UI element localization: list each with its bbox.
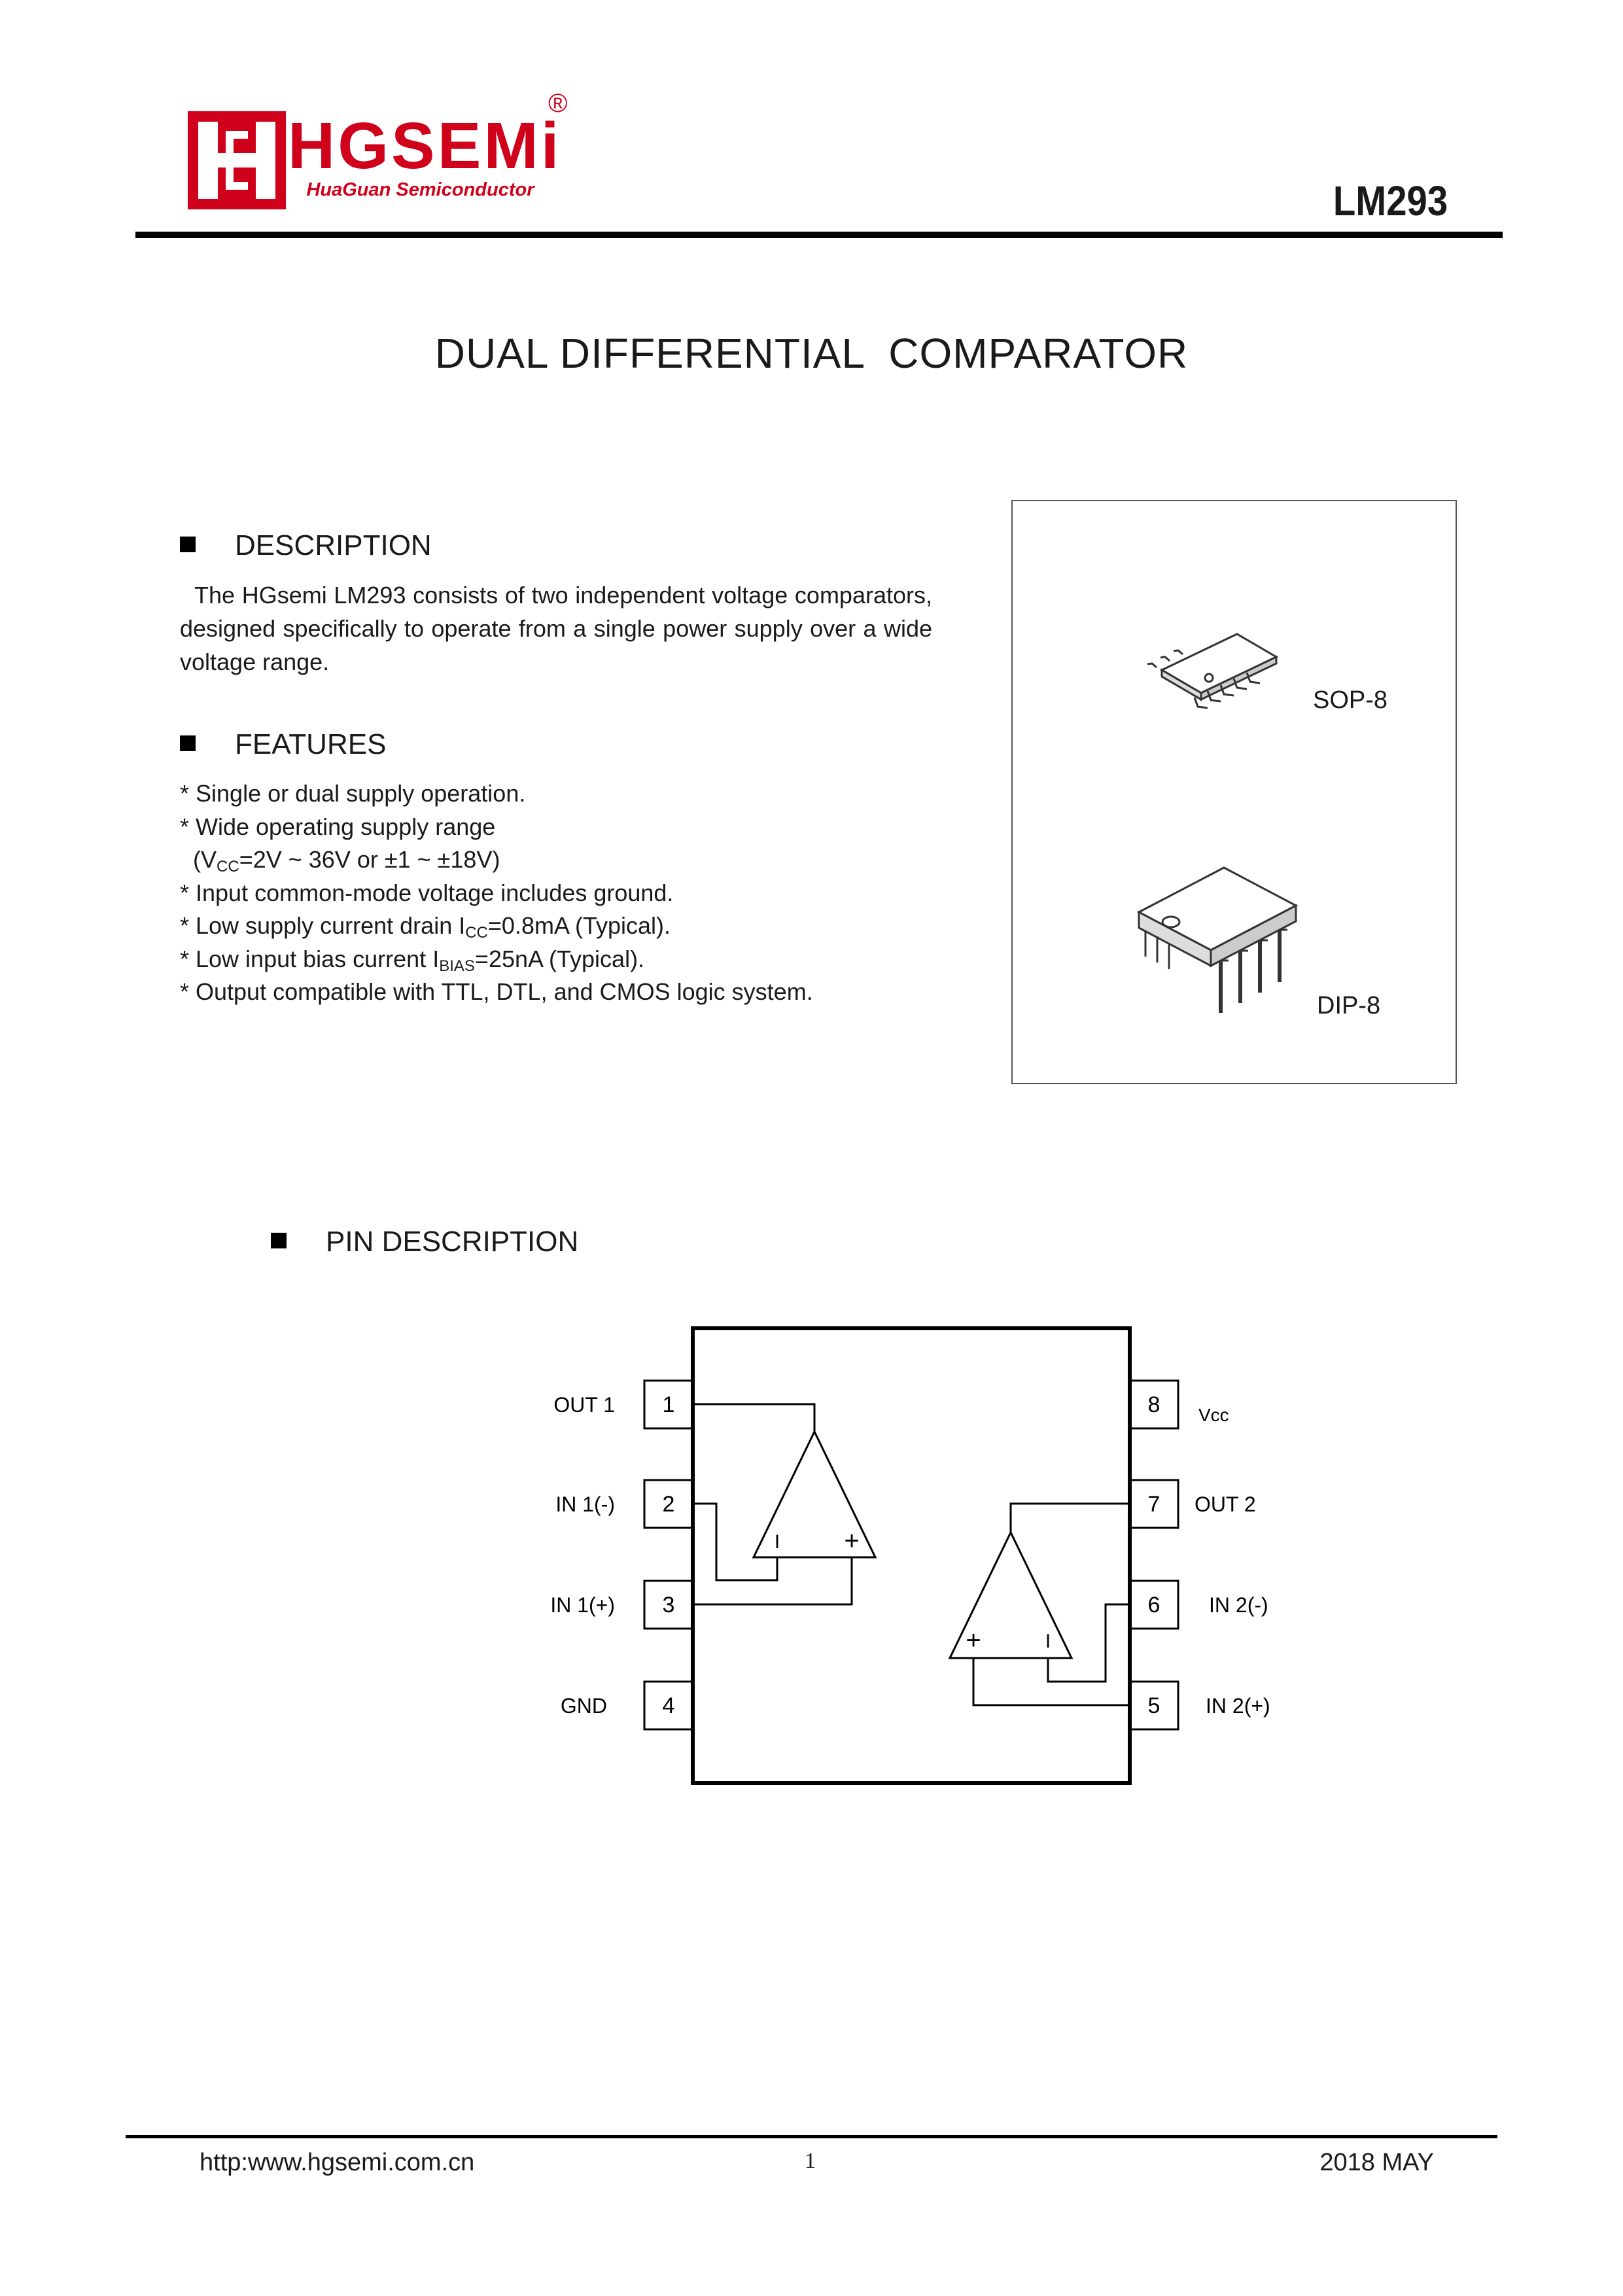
feature-item: * Low supply current drain $I_{CC}=0.8mA$ (Typical). [180, 912, 671, 942]
comparator-2-minus-label: I [1045, 1631, 1051, 1652]
document-title: DUAL DIFFERENTIAL COMPARATOR [434, 330, 1189, 377]
comparator-1-minus-label: I [774, 1531, 780, 1553]
registered-mark: ® [548, 89, 568, 118]
comparator-2 [950, 1532, 1072, 1658]
brand-subtitle: HuaGuan Semiconductor [306, 179, 534, 200]
dip8-package-icon [1139, 868, 1296, 1013]
pin-4-box [644, 1682, 693, 1729]
footer-divider [126, 2135, 1497, 2138]
features-heading-text: FEATURES [235, 728, 387, 760]
comparator-2-plus-label: + [966, 1626, 981, 1655]
wire-in1-plus [693, 1557, 852, 1604]
pin-name-in1-plus: IN 1(+) [550, 1593, 615, 1617]
pin-name-out1: OUT 1 [553, 1393, 615, 1417]
wire-in1-minus [693, 1504, 777, 1580]
features-list [180, 777, 932, 1009]
feature-item: * Low input bias current $I_{BIAS}=25nA$ (Typical). [180, 945, 645, 975]
pin-name-in2-plus: IN 2(+) [1206, 1694, 1270, 1718]
pin-number-1: 1 [662, 1392, 675, 1417]
pin-description-heading [271, 1224, 578, 1260]
description-heading-text: DESCRIPTION [235, 529, 432, 561]
pin-number-7: 7 [1147, 1492, 1161, 1517]
feature-item: ($V_{CC}=2V$ ~ 36V or ±1 ~ ±18V) [180, 846, 500, 875]
pin-7-box [1130, 1480, 1178, 1528]
feature-item: * Output compatible with TTL, DTL, and CMOS logic system. [180, 978, 813, 1005]
logo-mark [188, 111, 286, 209]
header-divider [135, 232, 1503, 238]
wire-in2-plus [973, 1658, 1130, 1705]
pin-8-box [1130, 1381, 1178, 1428]
wire-out2 [1011, 1504, 1130, 1532]
pin-1-box [644, 1381, 693, 1428]
page-number: 1 [805, 2149, 816, 2173]
pin-description-heading-text: PIN DESCRIPTION [326, 1226, 579, 1258]
pin-5-box [1130, 1682, 1178, 1729]
brand-subtitle-banner [288, 171, 553, 208]
feature-item: * Wide operating supply range [180, 813, 496, 840]
pin-name-gnd: GND [560, 1694, 607, 1718]
package-label-sop8: SOP-8 [1313, 686, 1388, 714]
brand-name: HGSEMi [288, 109, 562, 183]
footer-url: http:www.hgsemi.com.cn [200, 2149, 475, 2176]
pin-number-4: 4 [662, 1693, 675, 1718]
wire-in2-minus [1048, 1604, 1130, 1682]
footer-date: 2018 MAY [1319, 2149, 1434, 2176]
wire-out1 [693, 1404, 814, 1432]
description-text: The HGsemi LM293 consists of two independent voltage comparators, designed specifically to operate from a single power supply over a wide voltage range. [180, 582, 932, 675]
pin-name-vcc: Vcc [1198, 1405, 1229, 1425]
part-number: LM293 [1333, 177, 1448, 224]
pin-number-2: 2 [662, 1492, 675, 1517]
pin-2-box [644, 1480, 693, 1528]
pin-number-6: 6 [1147, 1593, 1161, 1617]
description-heading [180, 527, 432, 564]
package-illustrations [1011, 500, 1457, 1084]
pin-number-5: 5 [1147, 1693, 1161, 1718]
description-body [180, 578, 932, 679]
pin-number-3: 3 [662, 1593, 675, 1617]
package-label-dip8: DIP-8 [1317, 992, 1381, 1019]
feature-item: * Input common-mode voltage includes ground. [180, 879, 674, 906]
feature-item: * Single or dual supply operation. [180, 780, 526, 807]
features-heading [180, 726, 386, 763]
pin-name-out2: OUT 2 [1195, 1492, 1256, 1516]
square-bullet-icon [180, 537, 196, 552]
pin-6-box [1130, 1581, 1178, 1629]
ic-body [693, 1328, 1130, 1783]
pin-3-box [644, 1581, 693, 1629]
comparator-1 [754, 1432, 875, 1557]
square-bullet-icon [271, 1233, 287, 1248]
square-bullet-icon [180, 735, 196, 751]
pin-name-in2-minus: IN 2(-) [1209, 1593, 1268, 1617]
sop8-package-icon [1147, 634, 1276, 708]
pin-name-in1-minus: IN 1(-) [555, 1492, 615, 1516]
pin-number-8: 8 [1147, 1392, 1161, 1417]
comparator-1-plus-label: + [844, 1527, 860, 1555]
